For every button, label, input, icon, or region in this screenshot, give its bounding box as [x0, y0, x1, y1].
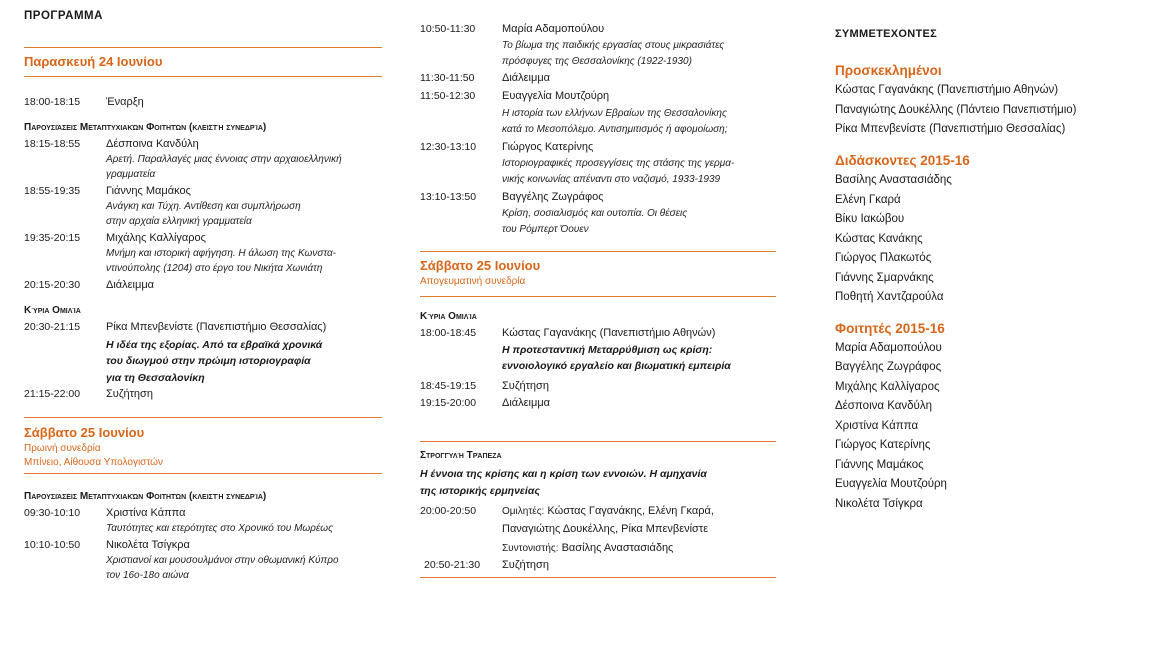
time-slot: 18:00-18:45 [420, 326, 477, 339]
speaker-name: Χριστίνα Κάππα [106, 507, 186, 520]
session-heading: Παρουσιάσεις Μεταπτυχιακών Φοιτητών (κλειστή συνεδρία) [24, 121, 267, 133]
participant-name: Βίκυ Ιακώβου [835, 213, 905, 226]
time-slot: 10:10-10:50 [24, 539, 81, 552]
talk-topic: εννοιολογικό εργαλείο και βιωματική εμπειρία [502, 360, 731, 373]
participant-name: Γιώργος Πλακωτός [835, 252, 932, 265]
divider [420, 251, 776, 252]
time-slot: 18:15-18:55 [24, 137, 81, 150]
talk-topic: πρόσφυγες της Θεσσαλονίκης (1922-1930) [502, 56, 692, 68]
talk-topic: Η ιδέα της εξορίας. Από τα εβραϊκά χρονικά [106, 338, 323, 351]
schedule-row-opening [24, 96, 384, 109]
session-label: Διάλειμμα [502, 72, 551, 85]
session-label: Διάλειμμα [502, 397, 551, 410]
schedule-row [24, 539, 384, 582]
talk-topic: Ιστοριογραφικές προσεγγίσεις της στάσης της γερμα- [502, 157, 735, 169]
speaker-name: Κώστας Γαγανάκης (Πανεπιστήμιο Αθηνών) [502, 326, 716, 339]
talk-topic: του Ρόμπερτ Όουεν [502, 223, 589, 235]
time-slot: 10:50-11:30 [420, 23, 476, 35]
coordinator-label: Συντονιστής: [502, 542, 559, 554]
schedule-row-keynote [420, 327, 780, 373]
participant-name: Γιάννης Σμαρνάκης [835, 271, 934, 284]
teachers-list [835, 174, 1135, 311]
time-slot: 11:50-12:30 [420, 90, 476, 103]
schedule-row-discussion [420, 559, 780, 572]
time-slot: 20:30-21:15 [24, 321, 81, 334]
divider [420, 441, 776, 442]
speaker-name: Ευαγγελία Μουτζούρη [502, 90, 610, 103]
speaker-name: Βαγγέλης Ζωγράφος [502, 190, 604, 203]
students-title: Φοιτητές 2015-16 [835, 320, 945, 336]
time-slot: 20:00-20:50 [420, 505, 477, 518]
participant-name: Ελένη Γκαρά [835, 193, 901, 206]
talk-topic: κατά το Μεσοπόλεμο. Αντισημιτισμός ή αφομοίωση; [502, 123, 728, 135]
talk-topic: για τη Θεσσαλονίκη [106, 371, 205, 384]
participant-name: Βαγγέλης Ζωγράφος [835, 361, 942, 374]
talk-topic: Χριστιανοί και μουσουλμάνοι στην οθωμανική Κύπρο [106, 555, 339, 567]
column-friday [24, 0, 384, 582]
keynote-heading: Κύρια Ομιλία [420, 310, 477, 322]
participant-name: Ποθητή Χαντζαρούλα [835, 291, 944, 304]
session-subtitle: Απογευματινή συνεδρία [420, 275, 526, 287]
schedule-row [420, 141, 780, 186]
saturday-morning-title: Σάββατο 25 Ιουνίου [24, 425, 145, 441]
speaker-name: Μαρία Αδαμοπούλου [502, 23, 605, 35]
divider [420, 296, 776, 297]
venue-label: Μπίνειο, Αίθουσα Υπολογιστών [24, 457, 163, 469]
schedule-row [420, 191, 780, 236]
schedule-row-keynote [24, 321, 384, 384]
talk-topic: στην αρχαία ελληνική γραμματεία [106, 215, 252, 227]
time-slot: 12:30-13:10 [420, 140, 477, 153]
participant-name: Ρίκα Μπενβενίστε (Πανεπιστήμιο Θεσσαλίας) [835, 123, 1066, 136]
participant-name: Μιχάλης Καλλίγαρος [835, 380, 940, 393]
participant-name: Παναγιώτης Δουκέλλης (Πάντειο Πανεπιστήμιο) [835, 103, 1077, 116]
speaker-name: Γιάννης Μαμάκος [106, 184, 191, 197]
session-label: Συζήτηση [502, 379, 549, 392]
column-saturday [420, 0, 780, 578]
time-slot: 18:55-19:35 [24, 184, 81, 197]
speaker-name: Μιχάλης Καλλίγαρος [106, 231, 206, 244]
schedule-row [24, 232, 384, 275]
session-subtitle: Πρωινή συνεδρία [24, 443, 101, 455]
participant-name: Ευαγγελία Μουτζούρη [835, 478, 947, 491]
talk-topic: Μνήμη και ιστορική αφήγηση. Η άλωση της Κωνστα- [106, 248, 336, 260]
time-slot: 20:15-20:30 [24, 279, 81, 292]
talk-topic: Κρίση, σοσιαλισμός και ουτοπία. Οι θέσεις [502, 207, 688, 219]
participant-name: Γιάννης Μαμάκος [835, 458, 924, 471]
talk-topic: Η ιστορία των ελλήνων Εβραίων της Θεσσαλονίκης [502, 107, 727, 119]
talk-topic: τον 16ο-18ο αιώνα [106, 570, 189, 582]
time-slot: 19:15-20:00 [420, 397, 477, 410]
schedule-row-break [24, 279, 384, 292]
speakers-list: Παναγιώτης Δουκέλλης, Ρίκα Μπενβενίστε [502, 522, 709, 535]
time-slot: 11:30-11:50 [420, 72, 475, 85]
speaker-name: Γιώργος Κατερίνης [502, 140, 594, 153]
participants-title: ΣΥΜΜΕΤΕΧΟΝΤΕΣ [835, 28, 938, 40]
participant-name: Δέσποινα Κανδύλη [835, 400, 932, 413]
speaker-name: Δέσποινα Κανδύλη [106, 137, 199, 150]
talk-topic: ντινούπολης (1204) στο έργο του Νικήτα Χωνιάτη [106, 263, 323, 275]
time-slot: 20:50-21:30 [424, 559, 481, 572]
time-slot: 18:45-19:15 [420, 379, 477, 392]
roundtable-topic: Η έννοια της κρίσης και η κρίση των εννοιών. Η αμηχανία [420, 468, 707, 481]
schedule-row [420, 90, 780, 135]
talk-topic: Ανάγκη και Τύχη. Αντίθεση και συμπλήρωση [106, 200, 301, 212]
schedule-row-discussion [420, 380, 780, 393]
time-slot: 09:30-10:10 [24, 507, 81, 520]
schedule-row-roundtable [420, 505, 780, 555]
session-label: Συζήτηση [502, 559, 549, 572]
time-slot: 18:00-18:15 [24, 96, 81, 109]
speaker-name: Νικολέτα Τσίγκρα [106, 539, 190, 552]
session-label: Διάλειμμα [106, 279, 155, 292]
divider [24, 76, 382, 77]
page-title: ΠΡΟΓΡΑΜΜΑ [24, 10, 103, 22]
participant-name: Χριστίνα Κάππα [835, 419, 919, 432]
invited-title: Προσκεκλημένοι [835, 63, 942, 79]
friday-title: Παρασκευή 24 Ιουνίου [24, 53, 163, 69]
participant-name: Κώστας Γαγανάκης (Πανεπιστήμιο Αθηνών) [835, 84, 1059, 97]
talk-topic: Ταυτότητες και ετερότητες στο Χρονικό του Μωρέως [106, 523, 333, 535]
schedule-row [24, 138, 384, 181]
divider [24, 47, 382, 48]
time-slot: 19:35-20:15 [24, 231, 81, 244]
teachers-title: Διδάσκοντες 2015-16 [835, 152, 970, 168]
talk-topic: Η προτεσταντική Μεταρρύθμιση ως κρίση: [502, 343, 713, 356]
schedule-row-break [420, 72, 780, 85]
participant-name: Κώστας Κανάκης [835, 232, 923, 245]
session-heading: Παρουσιάσεις Μεταπτυχιακών Φοιτητών (κλειστή συνεδρία) [24, 491, 267, 503]
speakers-list: Κώστας Γαγανάκης, Ελένη Γκαρά, [547, 505, 714, 518]
participant-name: Βασίλης Αναστασιάδης [835, 174, 952, 187]
divider [420, 577, 776, 578]
coordinator-name: Βασίλης Αναστασιάδης [561, 541, 674, 554]
talk-topic: Αρετή. Παραλλαγές μιας έννοιας στην αρχαιοελληνική [106, 153, 342, 165]
time-slot: 13:10-13:50 [420, 190, 477, 203]
participant-name: Μαρία Αδαμοπούλου [835, 341, 942, 354]
participant-name: Νικολέτα Τσίγκρα [835, 497, 923, 510]
time-slot: 21:15-22:00 [24, 388, 81, 401]
schedule-row [24, 185, 384, 228]
talk-topic: γραμματεία [106, 168, 156, 180]
speakers-label: Ομιλητές: [502, 506, 545, 518]
roundtable-heading: Στρογγυλή Τράπεζα [420, 450, 502, 462]
invited-list [835, 84, 1135, 143]
roundtable-topic: της ιστορικής ερμηνείας [420, 484, 540, 497]
participant-name: Γιώργος Κατερίνης [835, 439, 931, 452]
speaker-name: Ρίκα Μπενβενίστε (Πανεπιστήμιο Θεσσαλίας) [106, 321, 327, 334]
saturday-afternoon-title: Σάββατο 25 Ιουνίου [420, 257, 541, 273]
talk-topic: του διωγμού στην πρώιμη ιστοριογραφία [106, 355, 311, 368]
column-participants [835, 0, 1135, 517]
schedule-row-discussion [24, 388, 384, 401]
schedule-row [24, 507, 384, 535]
talk-topic: Το βίωμα της παιδικής εργασίας στους μικρασιάτες [502, 40, 725, 52]
session-label: Έναρξη [106, 96, 144, 109]
students-list [835, 342, 1135, 518]
session-label: Συζήτηση [106, 388, 153, 401]
talk-topic: νικής κοινωνίας απέναντι στο ναζισμό, 1933-1939 [502, 173, 721, 185]
schedule-row [420, 23, 780, 68]
keynote-heading: Κύρια Ομιλία [24, 305, 81, 317]
divider [24, 417, 382, 418]
divider [24, 473, 382, 474]
schedule-row-break [420, 397, 780, 410]
